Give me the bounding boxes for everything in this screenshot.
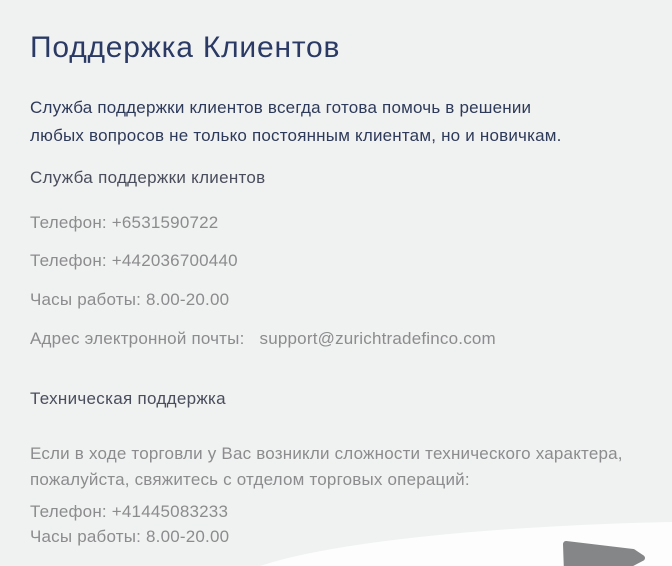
customer-support-phone-1: Телефон: +6531590722 bbox=[30, 213, 219, 232]
intro-line-1: Служба поддержки клиентов всегда готова помочь в решении bbox=[30, 98, 532, 117]
intro-line-2: любых вопросов не только постоянным клиентам, но и новичкам. bbox=[30, 125, 562, 145]
support-email-link[interactable]: support@zurichtradefinco.com bbox=[259, 329, 496, 348]
intro-paragraph bbox=[30, 94, 650, 149]
support-content bbox=[30, 0, 650, 547]
customer-support-heading: Служба поддержки клиентов bbox=[30, 168, 266, 187]
technical-support-heading: Техническая поддержка bbox=[30, 389, 226, 408]
technical-support-hours: Часы работы: 8.00-20.00 bbox=[30, 527, 230, 546]
tech-desc-line-2: пожалуйста, свяжитесь с отделом торговых операций: bbox=[30, 470, 470, 489]
technical-support-phone: Телефон: +41445083233 bbox=[30, 502, 229, 521]
tech-desc-line-1: Если в ходе торговли у Вас возникли сложности технического характера, bbox=[30, 444, 623, 463]
customer-support-hours: Часы работы: 8.00-20.00 bbox=[30, 290, 230, 309]
customer-support-email-row bbox=[30, 329, 650, 349]
page-title: Поддержка Клиентов bbox=[30, 31, 341, 64]
technical-support-description bbox=[30, 441, 650, 493]
email-label: Адрес электронной почты: bbox=[30, 329, 245, 348]
customer-support-phone-2: Телефон: +442036700440 bbox=[30, 251, 238, 270]
